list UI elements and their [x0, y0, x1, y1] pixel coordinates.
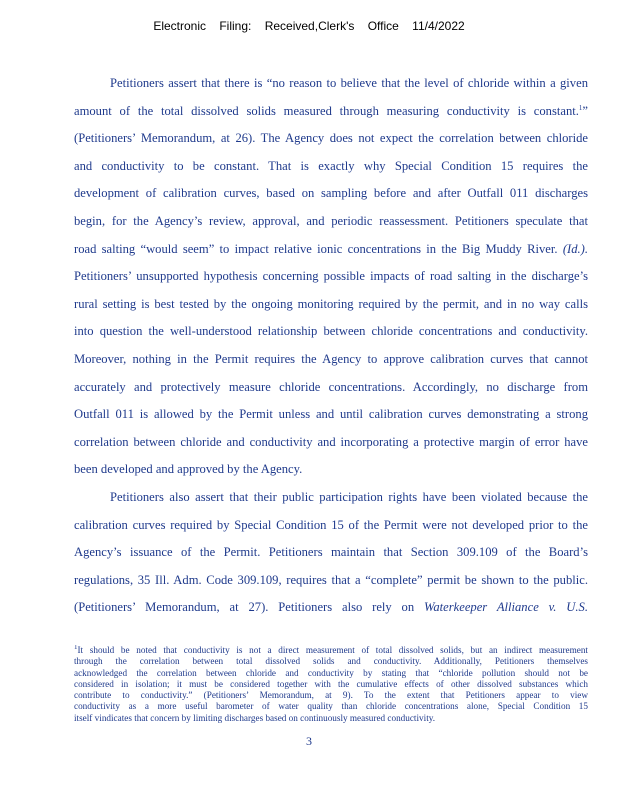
text-line: road salting “would seem” to impact relative ionic concentrations in the Big Muddy River. (Id.).	[74, 241, 588, 256]
footnote-line: $^1$It should be noted that conductivity is not a direct measurement of total dissolved solids, but an indirect measurement	[74, 645, 588, 656]
document-body	[74, 70, 588, 622]
text-line: Petitioners also assert that their public participation rights have been violated because the	[110, 489, 588, 504]
footnote-line: contribute to conductivity.” (Petitioners’ Memorandum, at 9). To the extent that Petitioners appear to view	[74, 690, 588, 701]
text-line: regulations, 35 Ill. Adm. Code 309.109, requires that a “complete” permit be shown to the public.	[74, 572, 588, 587]
header-part: 11/4/2022	[412, 19, 465, 33]
text-line: accurately and protectively measure chloride concentrations. Accordingly, no discharge from	[74, 379, 588, 394]
footnote-line: conductivity as a more useful barometer of water quality than chloride concentrations alone, Special Condition 15	[74, 701, 588, 712]
text-line: and conductivity to be constant. That is exactly why Special Condition 15 requires the	[74, 158, 588, 173]
text-line: correlation between chloride and conductivity and incorporating a protective margin of error have	[74, 434, 588, 449]
id-citation: (Id.).	[562, 241, 588, 256]
text-line: calibration curves required by Special Condition 15 of the Permit were not developed prior to the	[74, 517, 588, 532]
text-line: amount of the total dissolved solids measured through measuring conductivity is constant.$^1$”	[74, 103, 588, 118]
text-line: begin, for the Agency’s review, approval, and periodic reassessment. Petitioners speculate that	[74, 213, 588, 228]
header-part: Electronic	[153, 19, 206, 33]
text-line: Petitioners assert that there is “no reason to believe that the level of chloride within a given	[110, 76, 588, 90]
text-line: (Petitioners’ Memorandum, at 26). The Agency does not expect the correlation between chloride	[74, 131, 588, 146]
footnote-line: acknowledged the correlation between chloride and conductivity by stating that “chloride pollution should not be	[74, 667, 588, 678]
text-line: been developed and approved by the Agency.	[74, 462, 303, 477]
footnote-line: itself vindicates that concern by limiting discharges based on continuously measured conductivity.	[74, 712, 436, 723]
footnote-marker: 1	[74, 645, 78, 651]
header-part: Office	[367, 19, 399, 33]
filing-header	[0, 19, 618, 33]
text-line: Moreover, nothing in the Permit requires the Agency to approve calibration curves that cannot	[74, 351, 588, 366]
text-line: Agency’s issuance of the Permit. Petitioners maintain that Section 309.109 of the Board’s	[74, 545, 588, 560]
footnote	[74, 645, 588, 724]
header-part: Received,Clerk's	[264, 19, 355, 33]
case-citation: Waterkeeper Alliance v. U.S.	[424, 600, 588, 615]
footnote-reference[interactable]: 1	[578, 103, 583, 112]
footnote-line: through the correlation between total dissolved solids and conductivity. Additionally, Petitioners themselves	[74, 656, 588, 667]
text-line: into question the well-understood relationship between chloride concentrations and conductivity.	[74, 324, 588, 339]
text-line: rural setting is best tested by the ongoing monitoring required by the permit, and in no way calls	[74, 296, 588, 311]
text-line: Outfall 011 is allowed by the Permit unless and until calibration curves demonstrating a strong	[74, 407, 588, 422]
text-line: (Petitioners’ Memorandum, at 27). Petitioners also rely on Waterkeeper Alliance v. U.S.	[74, 600, 588, 615]
footnote-line: considered in isolation; it must be considered together with the cumulative effects of other dissolved substances which	[74, 678, 588, 689]
text-line: development of calibration curves, based on sampling before and after Outfall 011 discharges	[74, 186, 588, 201]
page-number: 3	[306, 734, 312, 748]
text-line: Petitioners’ unsupported hypothesis concerning possible impacts of road salting in the discharge’s	[74, 269, 588, 284]
header-part: Filing:	[219, 19, 252, 33]
